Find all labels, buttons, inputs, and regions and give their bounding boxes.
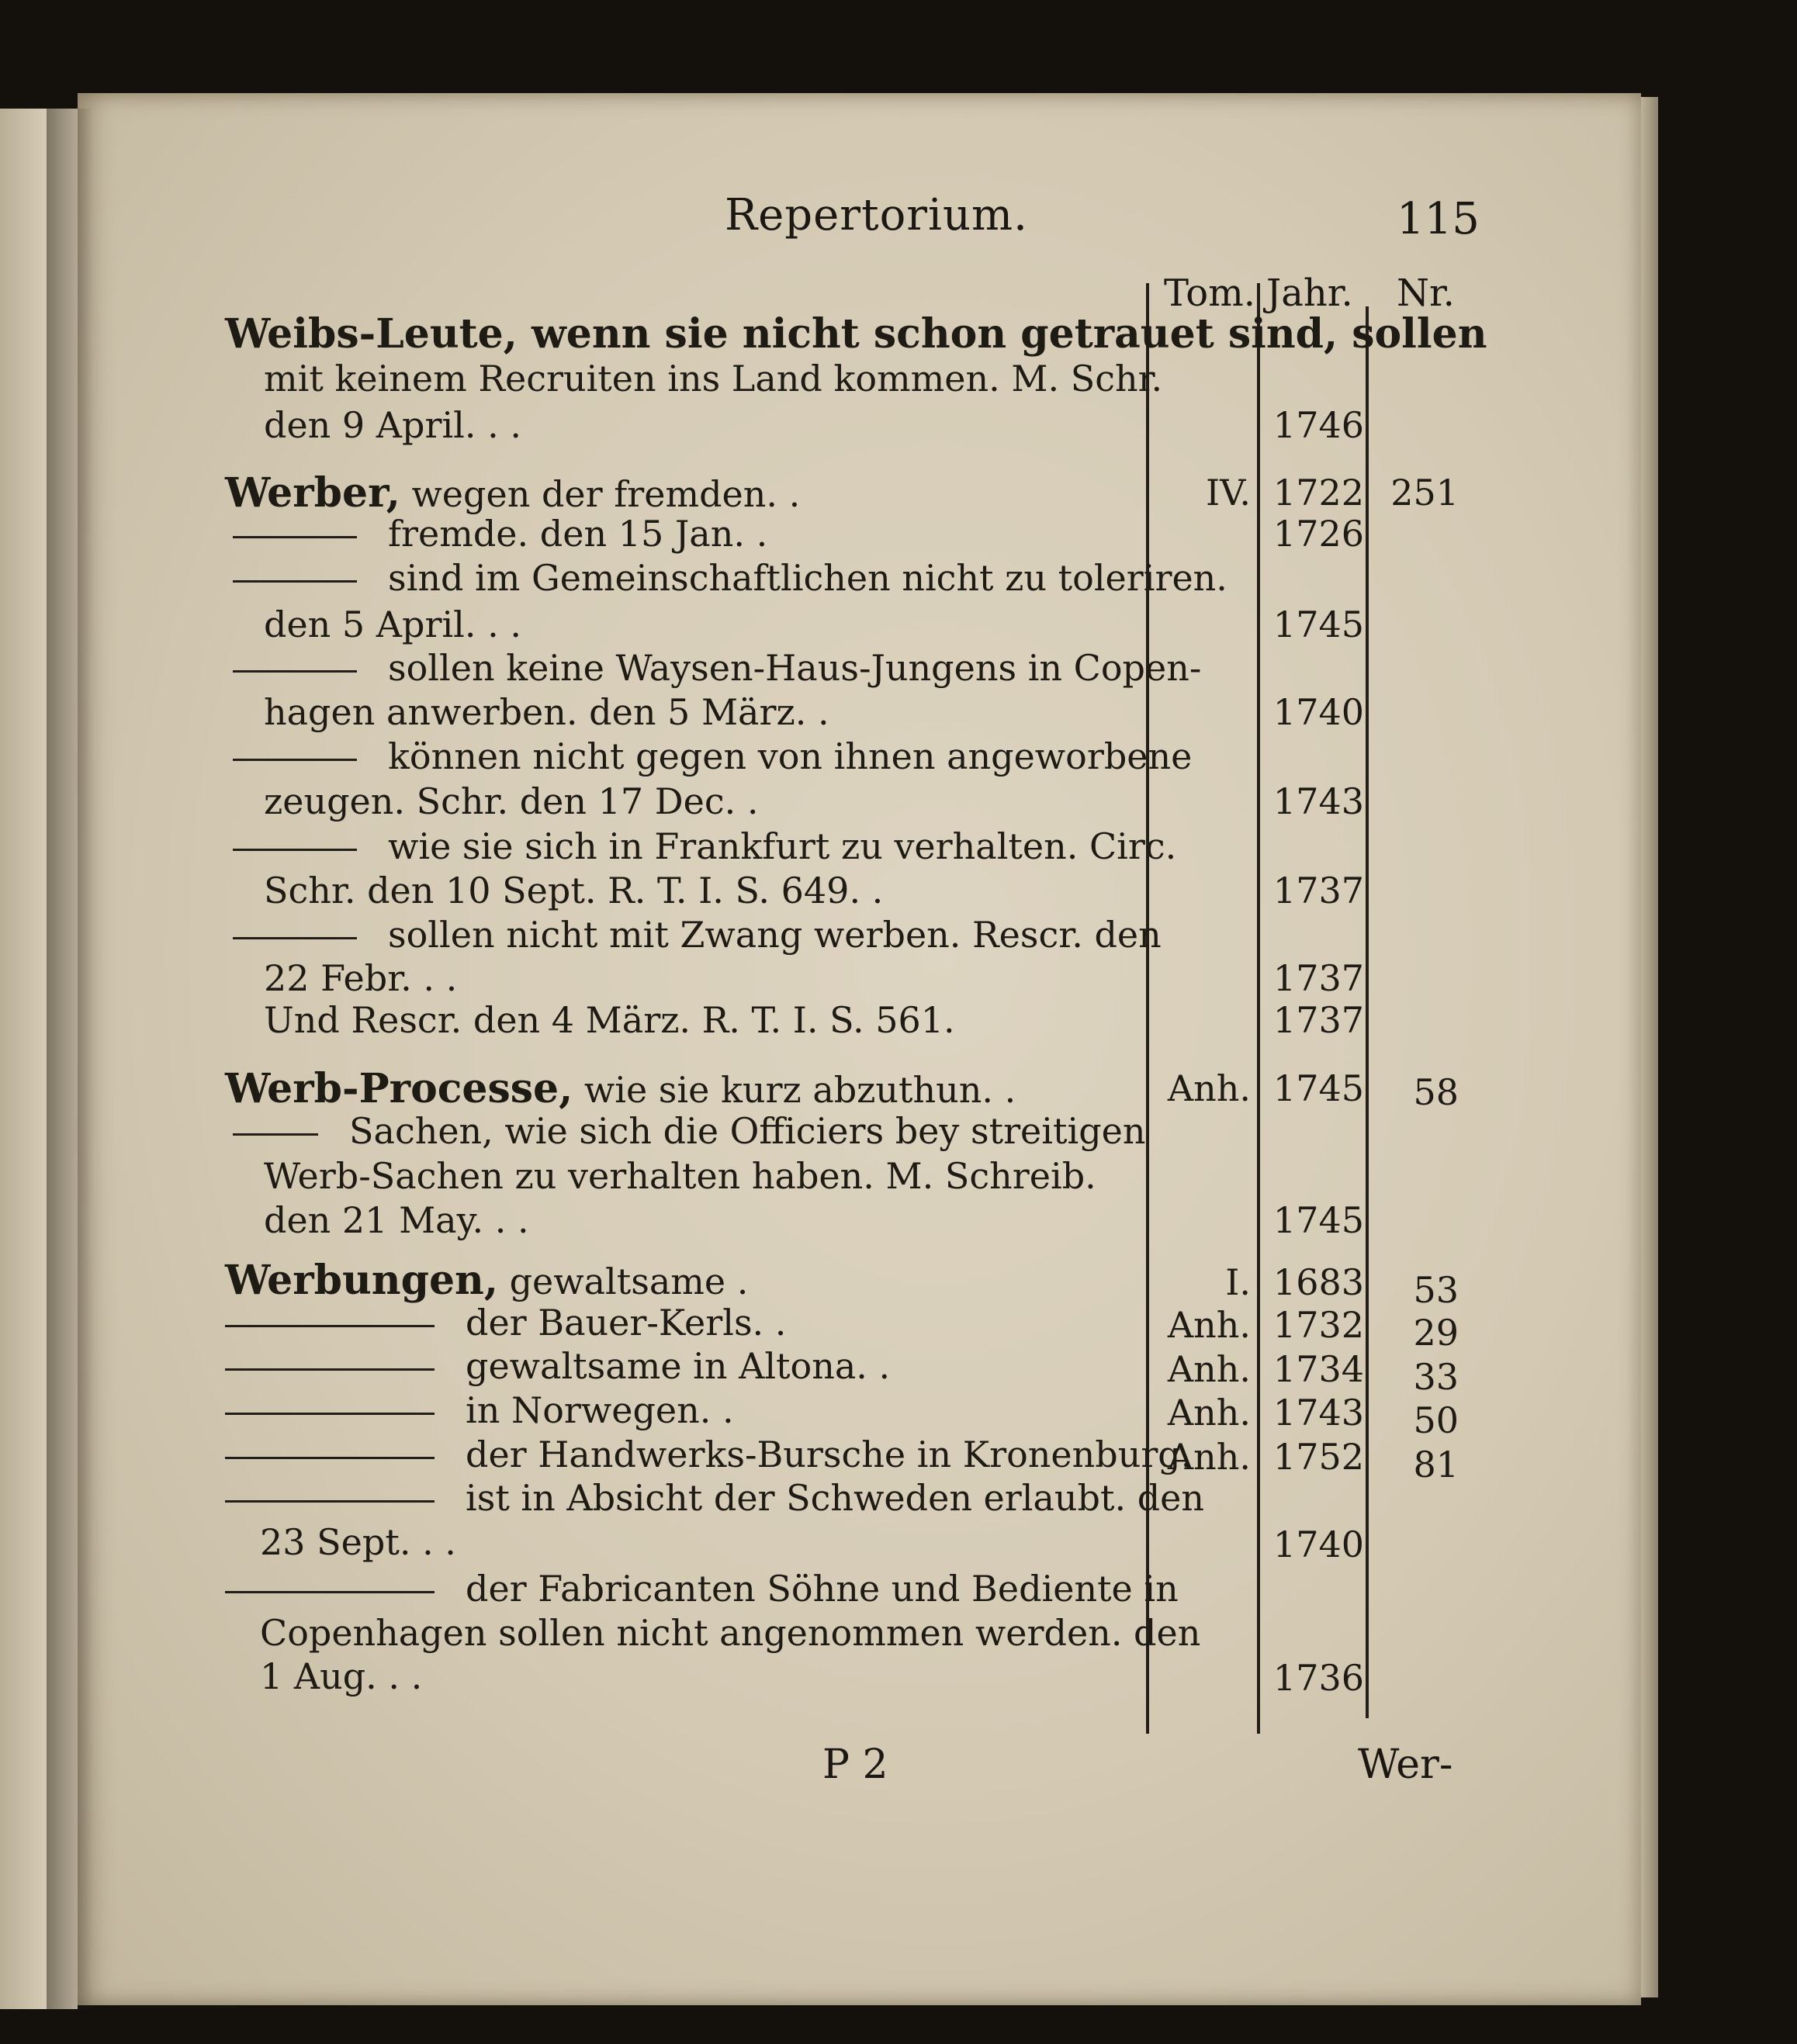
page-stack-edge	[1641, 97, 1658, 1997]
entry-line: Weibs-Leute, wenn sie nicht schon getrauet sind, sollen	[225, 310, 1487, 358]
entry-line: sind im Gemeinschaftlichen nicht zu toleriren.	[233, 560, 1227, 596]
entry-headword: Werb-Processe,	[225, 1065, 573, 1112]
page-number: 115	[1397, 194, 1480, 244]
number-cell: 58	[1413, 1071, 1459, 1113]
year-cell: 1683	[1272, 1261, 1364, 1303]
column-rule	[1257, 283, 1260, 1734]
number-cell: 81	[1413, 1444, 1459, 1485]
entry-line: in Norwegen. .	[225, 1392, 734, 1428]
tome-cell: I.	[1225, 1261, 1251, 1303]
number-cell: 29	[1413, 1312, 1459, 1354]
year-cell: 1743	[1272, 780, 1364, 822]
year-cell: 1737	[1272, 999, 1364, 1041]
entry-line: den 5 April. . .	[264, 604, 521, 645]
year-cell: 1745	[1272, 1067, 1364, 1109]
year-cell: 1734	[1272, 1348, 1364, 1390]
entry-line: fremde. den 15 Jan. .	[233, 516, 767, 552]
entry-line: der Handwerks-Bursche in Kronenburg.	[225, 1437, 1192, 1472]
entry-line: sollen keine Waysen-Haus-Jungens in Copen-	[233, 650, 1201, 686]
entry-line: 1 Aug. . .	[260, 1655, 423, 1697]
year-cell: 1722	[1272, 472, 1364, 514]
tome-cell: IV.	[1206, 472, 1251, 514]
entry-headword: Werbungen,	[225, 1257, 498, 1304]
year-cell: 1743	[1272, 1392, 1364, 1434]
entry-line: der Bauer-Kerls. .	[225, 1305, 786, 1340]
entry-line: Werbungen, gewaltsame .	[225, 1257, 749, 1304]
tome-cell: Anh.	[1167, 1304, 1251, 1346]
entry-line: hagen anwerben. den 5 März. .	[264, 691, 829, 733]
entry-line: Copenhagen sollen nicht angenommen werden. den	[260, 1612, 1201, 1654]
entry-line: gewaltsame in Altona. .	[225, 1348, 890, 1384]
catchword: Wer-	[1358, 1741, 1453, 1788]
entry-line: wie sie sich in Frankfurt zu verhalten. Circ.	[233, 828, 1176, 864]
year-cell: 1732	[1272, 1304, 1364, 1346]
entry-line: mit keinem Recruiten ins Land kommen. M. Schr.	[264, 358, 1163, 399]
year-cell: 1737	[1272, 957, 1364, 999]
year-cell: 1746	[1272, 404, 1364, 446]
year-cell: 1726	[1272, 513, 1364, 555]
tome-cell: Anh.	[1167, 1436, 1251, 1478]
entry-line: Werber, wegen der fremden. .	[225, 469, 801, 517]
number-cell: 50	[1413, 1399, 1459, 1441]
entry-line: können nicht gegen von ihnen angeworbene	[233, 738, 1192, 774]
entry-line: 22 Febr. . .	[264, 957, 458, 999]
entry-line: Und Rescr. den 4 März. R. T. I. S. 561.	[264, 999, 955, 1041]
entry-headword: Werber,	[225, 469, 400, 517]
number-cell: 33	[1413, 1356, 1459, 1398]
running-head: Repertorium.	[725, 190, 1028, 240]
entry-line: den 9 April. . .	[264, 404, 521, 446]
gutter-shadow	[47, 109, 93, 2009]
column-header-jahr: Jahr.	[1266, 271, 1353, 315]
column-rule	[1366, 306, 1369, 1718]
year-cell: 1740	[1272, 691, 1364, 733]
entry-line: 23 Sept. . .	[260, 1521, 456, 1563]
entry-line: zeugen. Schr. den 17 Dec. .	[264, 780, 759, 822]
year-cell: 1745	[1272, 604, 1364, 645]
entry-line: Schr. den 10 Sept. R. T. I. S. 649. .	[264, 870, 884, 911]
tome-cell: Anh.	[1167, 1392, 1251, 1434]
entry-line: den 21 May. . .	[264, 1199, 529, 1241]
year-cell: 1736	[1272, 1657, 1364, 1699]
signature-mark: P 2	[822, 1741, 888, 1788]
number-cell: 251	[1390, 472, 1459, 514]
year-cell: 1752	[1272, 1436, 1364, 1478]
column-header-tom: Tom.	[1164, 271, 1255, 315]
entry-line: Werb-Processe, wie sie kurz abzuthun. .	[225, 1065, 1016, 1112]
year-cell: 1745	[1272, 1199, 1364, 1241]
column-header-nr: Nr.	[1397, 271, 1455, 315]
entry-line: ist in Absicht der Schweden erlaubt. den	[225, 1480, 1204, 1516]
entry-line: Sachen, wie sich die Officiers bey streitigen	[233, 1113, 1146, 1149]
year-cell: 1740	[1272, 1523, 1364, 1565]
entry-line: Werb-Sachen zu verhalten haben. M. Schreib.	[264, 1155, 1096, 1197]
number-cell: 53	[1413, 1269, 1459, 1311]
entry-line: sollen nicht mit Zwang werben. Rescr. den	[233, 917, 1162, 953]
year-cell: 1737	[1272, 870, 1364, 911]
tome-cell: Anh.	[1167, 1348, 1251, 1390]
tome-cell: Anh.	[1167, 1067, 1251, 1109]
entry-line: der Fabricanten Söhne und Bediente in	[225, 1571, 1179, 1606]
